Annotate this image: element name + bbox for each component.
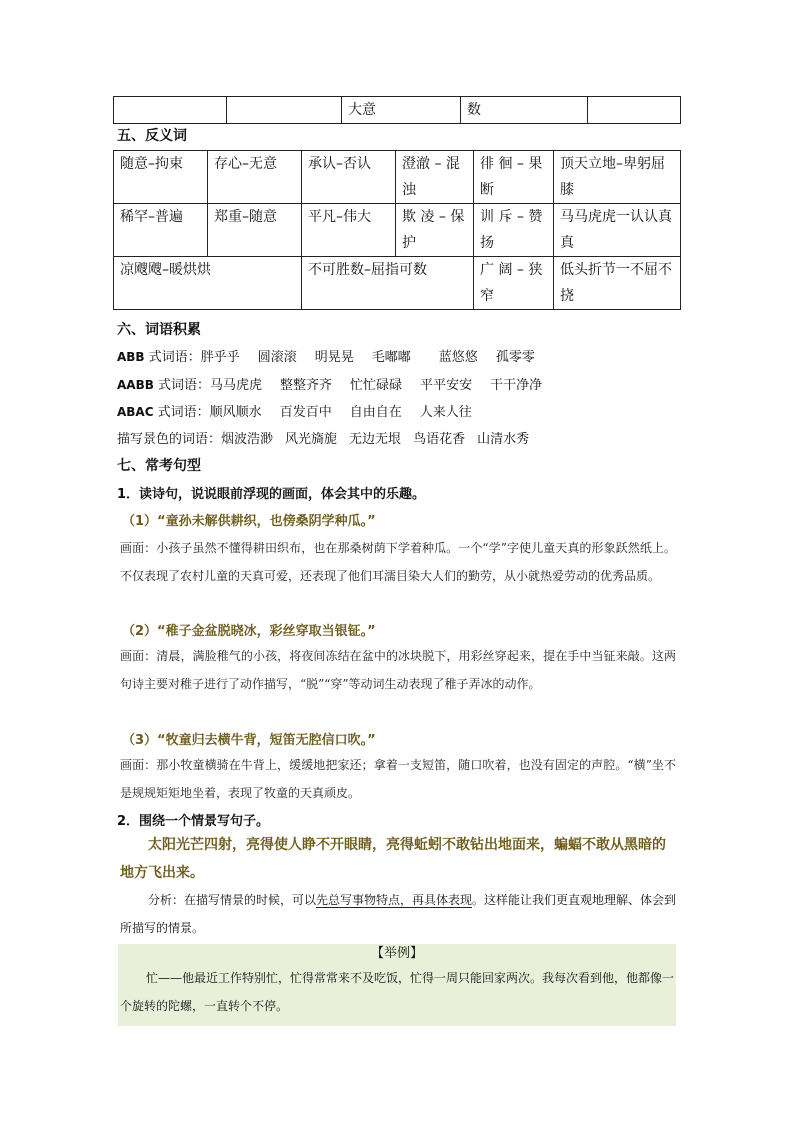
question-1: 1．读诗句，说说眼前浮现的画面，体会其中的乐趣。 — [117, 487, 426, 502]
table-row — [114, 257, 681, 310]
table-cell: 徘 徊 – 果断 — [474, 151, 554, 204]
table-cell: 顶天立地–卑躬屈膝 — [554, 151, 681, 204]
analysis-underlined: 先总写事物特点，再具体表现 — [316, 893, 473, 907]
vocab-pattern-suffix: 式词语： — [144, 350, 201, 365]
vocab-word: 孤零零 — [495, 350, 535, 365]
vocab-line-abac — [117, 401, 490, 420]
vocab-word: 蓝悠悠 — [438, 350, 478, 365]
vocab-word: 人来人往 — [419, 405, 472, 420]
vocab-word: 圆滚滚 — [257, 350, 297, 365]
explanation-2: 画面：清晨，满脸稚气的小孩，将夜间冻结在盆中的冰块脱下，用彩丝穿起来，提在手中当钲来敲。这两句诗主要对稚子进行了动作描写，“脱”“穿”等动词生动表现了稚子弄冰的动作。 — [120, 649, 676, 691]
vocab-word: 整整齐齐 — [280, 378, 333, 393]
vocab-word: 自由自在 — [349, 405, 402, 420]
table-cell: 澄澈 – 混浊 — [396, 151, 474, 204]
explanation-3: 画面：那小牧童横骑在牛背上，缓缓地把家还；拿着一支短笛，随口吹着，也没有固定的声腔。“横”坐不是规规矩矩地坐着，表现了牧童的天真顽皮。 — [120, 758, 676, 800]
vocab-word: 马马虎虎 — [210, 378, 263, 393]
analysis-part: 分析：在描写情景的时候，可以 — [148, 893, 317, 907]
table-cell: 数 — [461, 97, 588, 124]
table-cell: 平凡–伟大 — [302, 204, 396, 257]
vocab-pattern-suffix: 式词语： — [153, 378, 211, 393]
vocab-line-scenery — [117, 428, 547, 447]
table-cell — [227, 97, 342, 124]
table-row — [114, 151, 681, 204]
vocab-word: 干干净净 — [490, 378, 543, 393]
example-box — [118, 944, 676, 1026]
vocab-word: 百发百中 — [279, 405, 332, 420]
table-cell: 大意 — [342, 97, 461, 124]
example-text: 忙——他最近工作特别忙，忙得常常来不及吃饭，忙得一周只能回家两次。我每次看到他，他都像一个旋转的陀螺，一直转个不停。 — [120, 971, 675, 1013]
table-cell: 不可胜数–屈指可数 — [302, 257, 474, 310]
table-cell — [588, 97, 681, 124]
example-title: 【举例】 — [370, 946, 423, 961]
table-cell — [114, 97, 227, 124]
vocab-word: 毛嘟嘟 — [371, 350, 411, 365]
table-cell: 训 斥 – 赞扬 — [474, 204, 554, 257]
table-row — [114, 97, 681, 124]
poem-line-1: （1）“童孙未解供耕织，也傍桑阴学种瓜。” — [122, 514, 376, 529]
table-cell: 郑重–随意 — [208, 204, 302, 257]
analysis-text — [120, 886, 678, 942]
vocab-pattern-label: AABB — [117, 378, 154, 392]
table-cell: 存心–无意 — [208, 151, 302, 204]
vocab-pattern-suffix: 式词语： — [153, 405, 210, 420]
vocab-word: 风光旖旎 — [285, 432, 338, 447]
vocab-pattern-label: ABB — [117, 350, 145, 364]
vocab-word: 忙忙碌碌 — [350, 378, 403, 393]
vocab-line-abb — [117, 346, 553, 365]
table-cell: 承认–否认 — [302, 151, 396, 204]
section-heading-sentences: 七、常考句型 — [117, 458, 201, 474]
question-2: 2．围绕一个情景写句子。 — [117, 814, 270, 829]
vocab-word: 明晃晃 — [314, 350, 354, 365]
vocab-pattern-suffix: 描写景色的词语： — [117, 432, 222, 447]
table-cell: 稀罕–普遍 — [114, 204, 208, 257]
poem-line-3: （3）“牧童归去横牛背，短笛无腔信口吹。” — [122, 733, 376, 748]
vocab-line-aabb — [117, 374, 560, 393]
vocab-word: 胖乎乎 — [200, 350, 240, 365]
explanation-1: 画面：小孩子虽然不懂得耕田织布，也在那桑树荫下学着种瓜。一个“学”字使儿童天真的形象跃然纸上。不仅表现了农村儿童的天真可爱，还表现了他们耳濡目染大人们的勤劳，从小就热爱劳动的优秀品质。 — [120, 541, 676, 583]
vocab-pattern-label: ABAC — [117, 405, 154, 419]
vocab-word: 顺风顺水 — [209, 405, 262, 420]
analysis-part: 。这样能让我们更直观地理解、体会到所描写的情景。 — [120, 893, 677, 935]
vocab-word: 无边无垠 — [349, 432, 402, 447]
table-row — [114, 204, 681, 257]
table-cell: 凉飕飕–暖烘烘 — [114, 257, 302, 310]
model-sentence: 太阳光芒四射，亮得使人睁不开眼睛，亮得蚯蚓不敢钻出地面来，蝙蝠不敢从黑暗的地方飞出来。 — [120, 837, 666, 881]
vocab-word: 平平安安 — [420, 378, 473, 393]
antonym-table — [113, 150, 681, 310]
table-cell: 广 阔 – 狭窄 — [474, 257, 554, 310]
vocab-word: 山清水秀 — [477, 432, 530, 447]
previous-table-end — [113, 96, 681, 124]
table-cell: 低头折节一不屈不挠 — [554, 257, 681, 310]
poem-line-2: （2）“稚子金盆脱晓冰，彩丝穿取当银钲。” — [122, 624, 376, 639]
section-heading-antonyms: 五、反义词 — [117, 128, 187, 144]
section-heading-vocabulary: 六、词语积累 — [117, 322, 201, 338]
table-cell: 随意–拘束 — [114, 151, 208, 204]
vocab-word: 烟波浩渺 — [221, 432, 274, 447]
table-cell: 马马虎虎一认认真真 — [554, 204, 681, 257]
table-cell: 欺 凌 – 保护 — [396, 204, 474, 257]
vocab-word: 鸟语花香 — [413, 432, 466, 447]
